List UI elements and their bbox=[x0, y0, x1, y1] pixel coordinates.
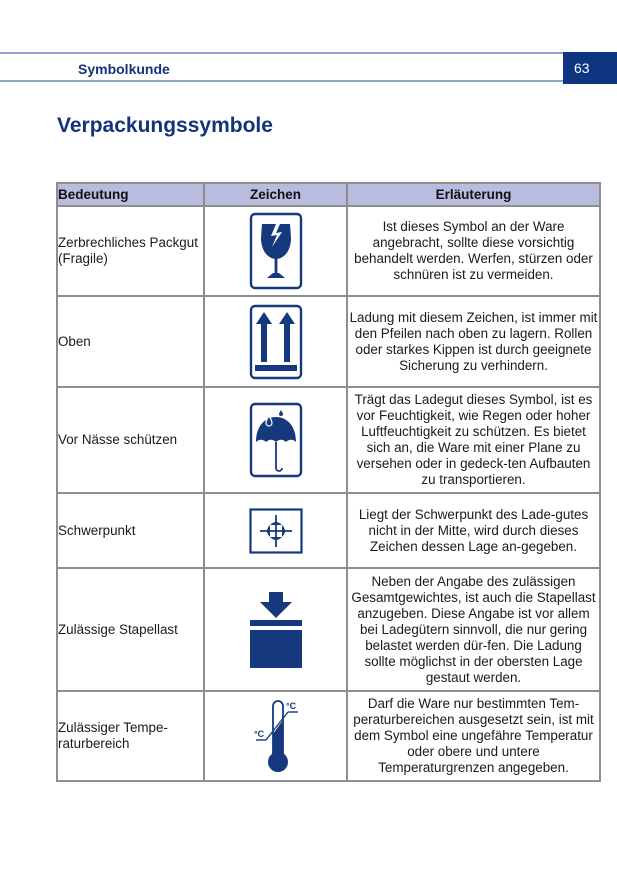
table-row bbox=[57, 568, 600, 691]
meaning-cell: Oben bbox=[57, 296, 204, 387]
explanation-cell: Darf die Ware nur bestimmten Tem-peraturbereichen ausgesetzt sein, ist mit dem Symbol eine ungefähre Temperatur oder obere und untere Temperaturgrenzen angegeben. bbox=[347, 691, 600, 781]
sign-cell bbox=[204, 387, 347, 493]
table-row bbox=[57, 206, 600, 296]
sign-cell bbox=[204, 296, 347, 387]
sign-cell bbox=[204, 568, 347, 691]
meaning-cell: Vor Nässe schützen bbox=[57, 387, 204, 493]
explanation-cell: Ladung mit diesem Zeichen, ist immer mit den Pfeilen nach oben zu lagern. Rollen oder starkes Kippen ist durch geeignete Sicherung zu verhindern. bbox=[347, 296, 600, 387]
fragile-glass-icon bbox=[249, 212, 303, 290]
lower-limit-label: °C bbox=[253, 729, 264, 739]
column-header-meaning: Bedeutung bbox=[57, 183, 204, 206]
section-label: Symbolkunde bbox=[78, 61, 170, 77]
packaging-symbols-table bbox=[56, 182, 601, 782]
table-row bbox=[57, 387, 600, 493]
explanation-cell: Neben der Angabe des zulässigen Gesamtgewichtes, ist auch die Stapellast anzugeben. Diese Angabe ist vor allem bei Ladegütern sinnvoll, die nur gering belastet werden dür-fen. Die Ladung sollte möglichst in der obersten Lage gestaut werden. bbox=[347, 568, 600, 691]
page-title: Verpackungssymbole bbox=[57, 114, 273, 137]
meaning-cell: Zulässige Stapellast bbox=[57, 568, 204, 691]
column-header-sign: Zeichen bbox=[204, 183, 347, 206]
page-number: 63 bbox=[563, 52, 617, 84]
sign-cell bbox=[204, 206, 347, 296]
table-header-row bbox=[57, 183, 600, 206]
meaning-cell: Zerbrechliches Packgut (Fragile) bbox=[57, 206, 204, 296]
this-way-up-arrows-icon bbox=[249, 304, 303, 380]
keep-dry-umbrella-icon bbox=[249, 402, 303, 478]
sign-cell bbox=[204, 691, 347, 781]
table-row bbox=[57, 691, 600, 781]
meaning-cell: Schwerpunkt bbox=[57, 493, 204, 568]
column-header-explanation: Erläuterung bbox=[347, 183, 600, 206]
stacking-limit-icon bbox=[248, 590, 304, 670]
center-of-gravity-icon bbox=[249, 508, 303, 554]
table-row bbox=[57, 296, 600, 387]
meaning-cell: Zulässiger Tempe-raturbereich bbox=[57, 691, 204, 781]
explanation-cell: Ist dieses Symbol an der Ware angebracht, sollte diese vorsichtig behandelt werden. Werfen, stürzen oder schnüren ist zu vermeiden. bbox=[347, 206, 600, 296]
upper-limit-label: °C bbox=[285, 701, 296, 711]
sign-cell bbox=[204, 493, 347, 568]
explanation-cell: Trägt das Ladegut dieses Symbol, ist es vor Feuchtigkeit, wie Regen oder hoher Luftfeuchtigkeit zu schützen. Es bietet sich an, die Ware mit einer Plane zu versehen oder in gedeck-ten Aufbauten zu transportieren. bbox=[347, 387, 600, 493]
table-row bbox=[57, 493, 600, 568]
explanation-cell: Liegt der Schwerpunkt des Lade-gutes nicht in der Mitte, wird durch dieses Zeichen dessen Lage an-gegeben. bbox=[347, 493, 600, 568]
temperature-limits-icon bbox=[250, 698, 302, 774]
running-header bbox=[0, 52, 617, 82]
